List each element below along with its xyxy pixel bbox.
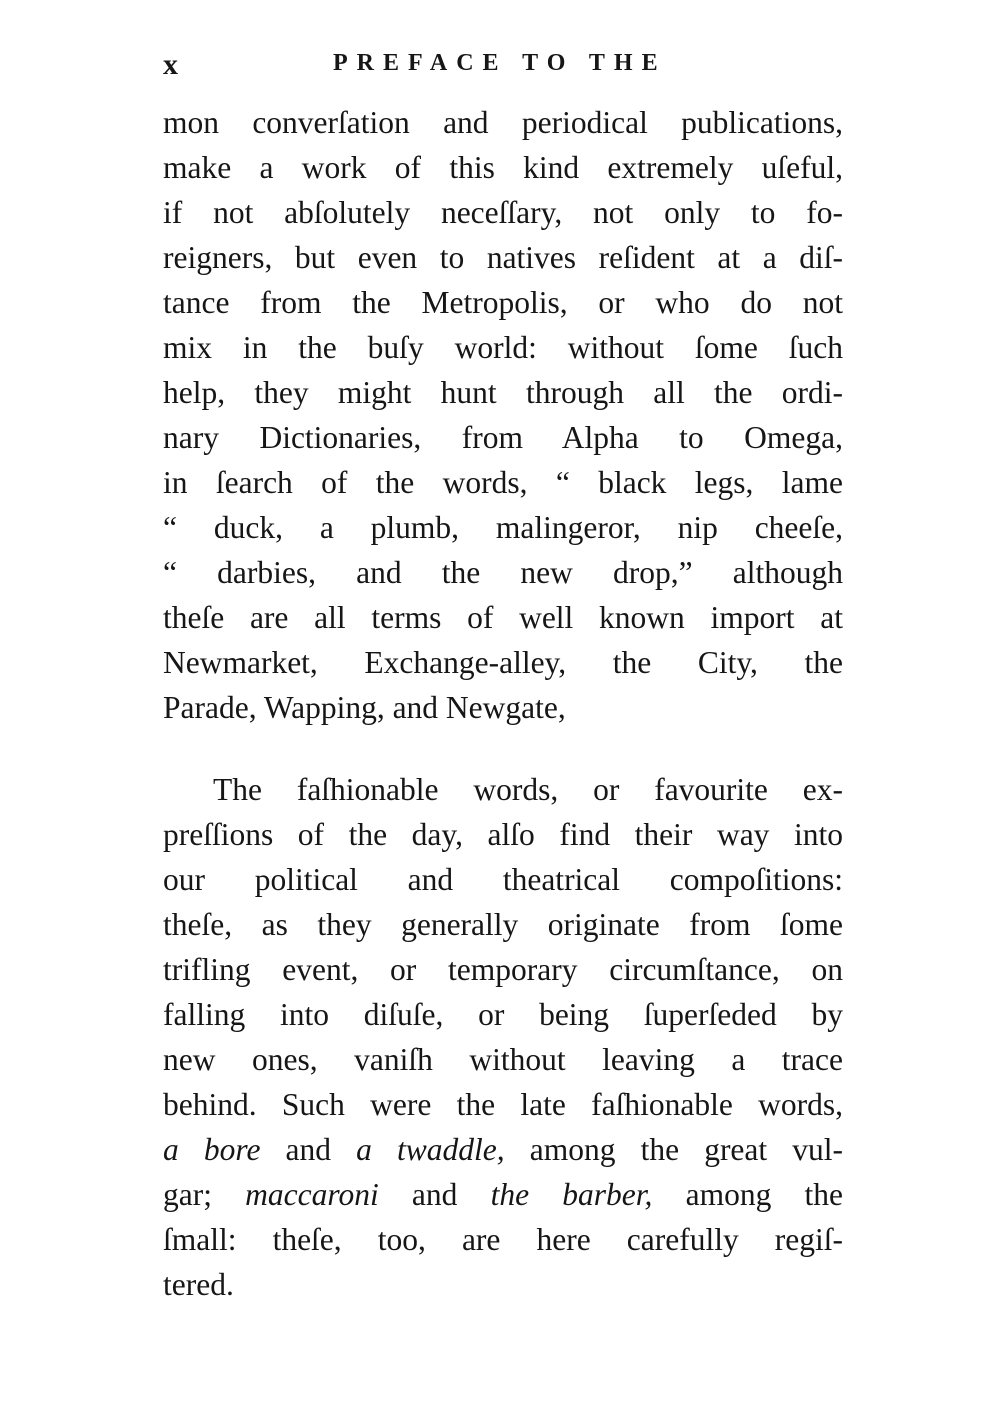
text-line: trifling event, or temporary circumſtance, on	[163, 952, 843, 987]
text-line: mix in the buſy world: without ſome ſuch	[163, 330, 843, 365]
paragraph-1	[163, 100, 843, 730]
text-line: behind. Such were the late faſhionable words,	[163, 1087, 843, 1122]
text-line: new ones, vaniſh without leaving a trace	[163, 1042, 843, 1077]
running-head: PREFACE TO THE	[333, 50, 667, 76]
italic-term: a bore	[163, 1132, 261, 1167]
text-line: nary Dictionaries, from Alpha to Omega,	[163, 420, 843, 455]
text-line: reigners, but even to natives reſident at a diſ-	[163, 240, 843, 275]
page-number: x	[163, 48, 179, 81]
text-line: “ duck, a plumb, malingeror, nip cheeſe,	[163, 510, 843, 545]
text-line: tance from the Metropolis, or who do not	[163, 285, 843, 320]
text-line: falling into diſuſe, or being ſuperſeded by	[163, 997, 843, 1032]
text-line: preſſions of the day, alſo find their way into	[163, 817, 843, 852]
text-line: ſmall: theſe, too, are here carefully regiſ-	[163, 1222, 843, 1257]
text-line: The faſhionable words, or favourite ex-	[213, 772, 843, 807]
text-line: “ darbies, and the new drop,” although	[163, 555, 843, 590]
italic-term: a twaddle,	[356, 1132, 505, 1167]
text-line: theſe, as they generally originate from ſome	[163, 907, 843, 942]
text-line-with-italics	[163, 1127, 843, 1172]
text-line: if not abſolutely neceſſary, not only to fo-	[163, 195, 843, 230]
text-line: Newmarket, Exchange-alley, the City, the	[163, 645, 843, 680]
text-line: make a work of this kind extremely uſeful,	[163, 150, 843, 185]
text-line: in ſearch of the words, “ black legs, lame	[163, 465, 843, 500]
paragraph-2	[163, 767, 843, 1307]
text-run: and	[260, 1132, 357, 1167]
text-line: theſe are all terms of well known import at	[163, 600, 843, 635]
text-line-with-italics	[163, 1172, 843, 1217]
text-run: among the great vul-	[504, 1132, 843, 1167]
text-run: among the	[652, 1177, 843, 1212]
text-run: gar;	[163, 1177, 246, 1212]
italic-term: the barber,	[490, 1177, 653, 1212]
text-run: and	[378, 1177, 491, 1212]
text-line: mon converſation and periodical publications,	[163, 105, 843, 140]
italic-term: maccaroni	[245, 1177, 379, 1212]
text-line: Parade, Wapping, and Newgate,	[163, 690, 566, 725]
page-header	[163, 48, 843, 88]
text-line: tered.	[163, 1267, 234, 1302]
text-line: our political and theatrical compoſitions:	[163, 862, 843, 897]
text-line: help, they might hunt through all the ordi-	[163, 375, 843, 410]
